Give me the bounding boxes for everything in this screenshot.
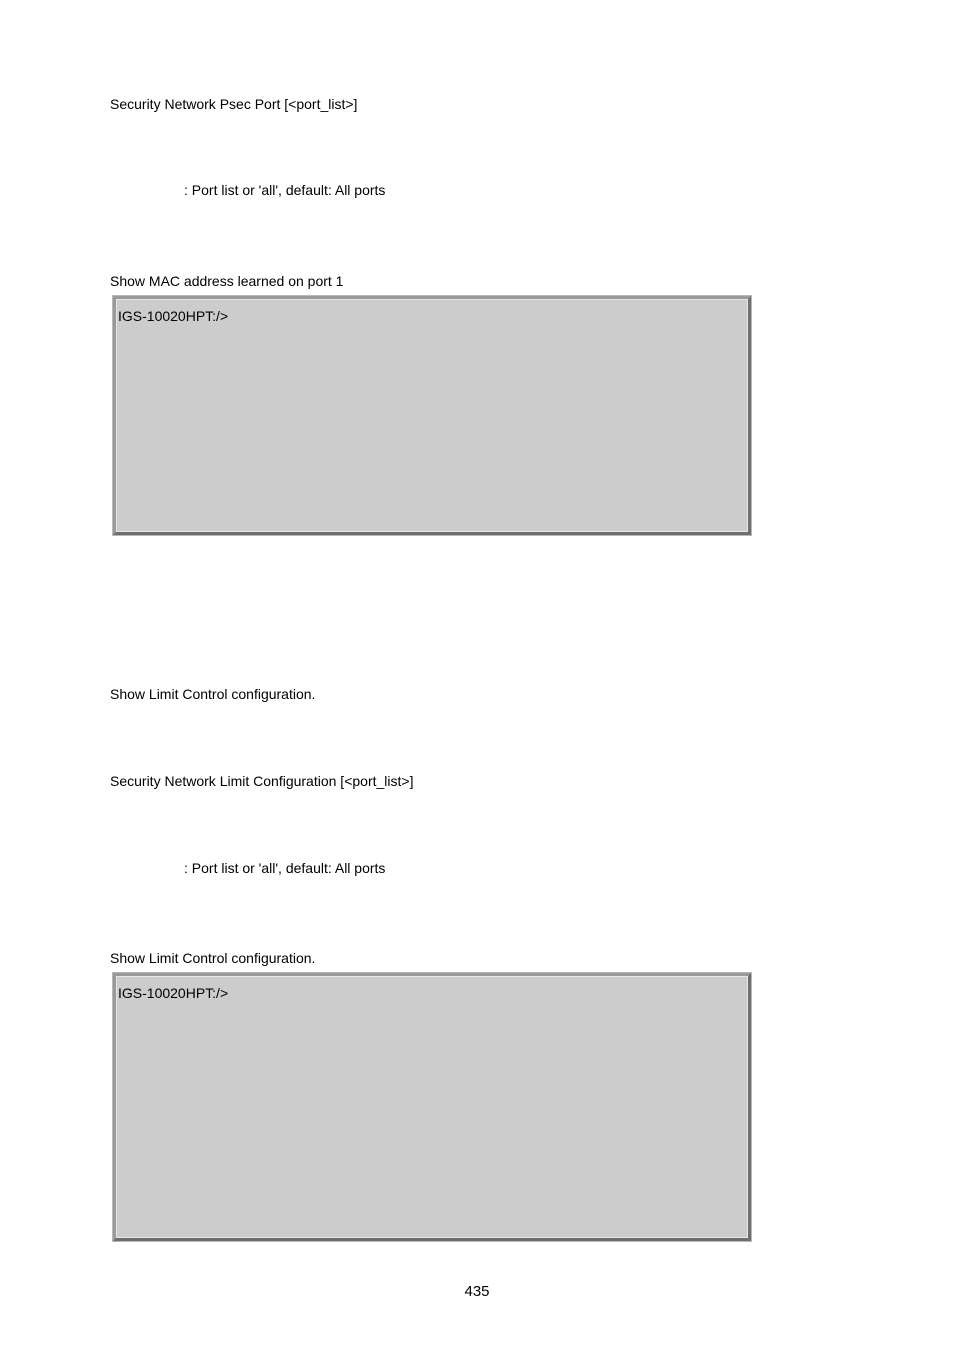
- console-prompt: IGS-10020HPT:/>: [118, 308, 229, 324]
- page-number: 435: [464, 1283, 490, 1300]
- limit-configuration-description: Show Limit Control configuration.: [110, 686, 316, 702]
- console-prompt: IGS-10020HPT:/>: [118, 985, 229, 1001]
- console-box-limit-configuration: [113, 973, 751, 1241]
- psec-port-parameter: : Port list or 'all', default: All ports: [184, 182, 386, 198]
- limit-configuration-syntax: Security Network Limit Configuration [<port_list>]: [110, 773, 414, 789]
- console-box-psec-port: [113, 296, 751, 535]
- psec-port-syntax: Security Network Psec Port [<port_list>]: [110, 96, 358, 112]
- limit-configuration-example-caption: Show Limit Control configuration.: [110, 950, 316, 966]
- limit-configuration-parameter: : Port list or 'all', default: All ports: [184, 860, 386, 876]
- psec-port-example-caption: Show MAC address learned on port 1: [110, 273, 344, 289]
